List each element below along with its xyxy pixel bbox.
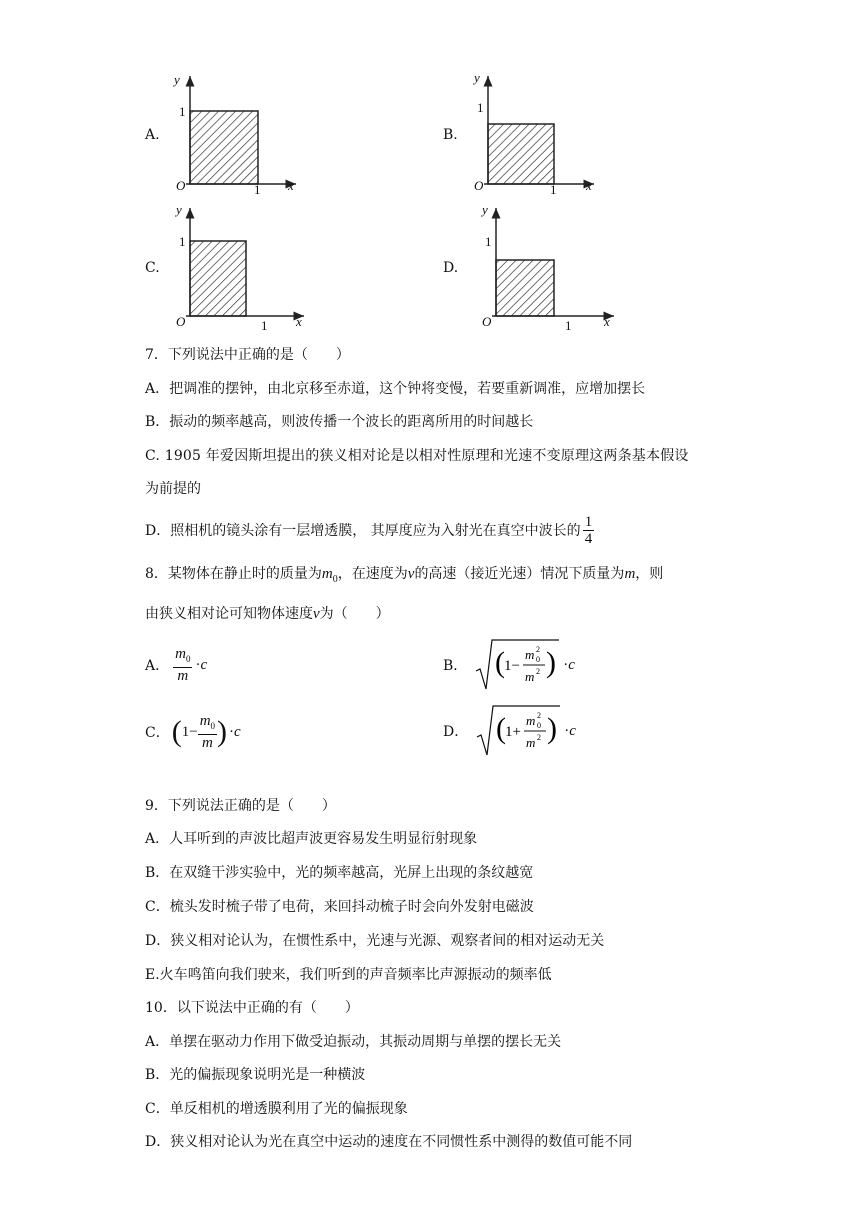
q9-option-a: A．人耳听到的声波比超声波更容易发生明显衍射现象	[145, 831, 478, 847]
q7-option-a: A．把调准的摆钟，由北京移至赤道，这个钟将变慢，若要重新调准，应增加摆长	[145, 381, 646, 397]
q9-option-c: C．梳头发时梳子带了电荷，来回抖动梳子时会向外发射电磁波	[145, 899, 534, 915]
q8-option-d: D． ( 1+ m 2 0 m 2 ) ·c	[443, 702, 576, 760]
q8-stem-line2	[145, 603, 390, 623]
rest-mass-subscript: 0	[332, 573, 338, 585]
origin-label: O	[482, 314, 492, 329]
q7-option-c-line2: 为前提的	[145, 481, 201, 497]
q7-option-d-text: D．照相机的镜头涂有一层增透膜， 其厚度应为入射光在真空中波长的	[145, 523, 581, 539]
velocity-symbol: v	[407, 566, 415, 582]
svg-text:2: 2	[537, 711, 542, 720]
figure-b-label: B.	[443, 127, 458, 143]
y-axis-label: y	[174, 72, 180, 87]
svg-text:1+: 1+	[505, 724, 522, 740]
figure-c-graph	[168, 200, 308, 335]
y-axis-label: y	[176, 202, 182, 217]
formula-b	[473, 637, 561, 693]
q10-option-b: B．光的偏振现象说明光是一种横波	[145, 1067, 366, 1083]
figure-d-label: D.	[443, 260, 459, 276]
origin-label: O	[176, 314, 186, 329]
svg-text:2: 2	[537, 733, 542, 742]
y-axis-label: y	[482, 202, 488, 217]
y-axis-label: y	[474, 70, 480, 85]
svg-text:0: 0	[537, 721, 542, 730]
formula-d	[474, 703, 562, 759]
x-axis-label: x	[586, 178, 592, 193]
fraction-numerator: 1	[584, 513, 593, 530]
q10-option-c: C．单反相机的增透膜利用了光的偏振现象	[145, 1101, 408, 1117]
q8-stem-line1	[145, 563, 663, 585]
q8-option-c-label: C．	[145, 725, 170, 741]
x-axis-label: x	[296, 314, 302, 329]
q7-option-b: B．振动的频率越高，则波传播一个波长的距离所用的时间越长	[145, 414, 534, 430]
q8-option-a: A． $\frac{m_0}{m}$ ·c	[145, 646, 208, 684]
figure-d-graph	[474, 200, 619, 335]
formula-c: $\frac{m_0}{m}$	[199, 713, 216, 751]
q7-option-c-line1: C. 1905 年爱因斯坦提出的狭义相对论是以相对性原理和光速不变原理这两条基本假设	[145, 448, 689, 464]
q10-option-a: A．单摆在驱动力作用下做受迫振动，其振动周期与单摆的摆长无关	[145, 1034, 562, 1050]
mass-symbol: m	[624, 566, 636, 582]
y-tick-one: 1	[477, 100, 484, 115]
fraction-denominator: 4	[584, 530, 593, 547]
svg-text:1−: 1−	[504, 658, 521, 674]
svg-text:): )	[547, 712, 558, 745]
svg-text:0: 0	[536, 655, 541, 664]
fraction-one-quarter	[583, 514, 595, 547]
q7-option-d	[145, 510, 594, 550]
svg-text:(: (	[495, 646, 506, 679]
x-tick-one: 1	[261, 318, 268, 333]
q9-option-b: B．在双缝干涉实验中，光的频率越高，光屏上出现的条纹越宽	[145, 865, 534, 881]
svg-text:): )	[546, 646, 557, 679]
svg-text:m: m	[526, 735, 536, 750]
q8-option-b-label: B．	[443, 658, 468, 674]
q8-stem-part: 由狭义相对论可知物体速度	[145, 606, 313, 622]
x-axis-label: x	[288, 178, 294, 193]
y-tick-one: 1	[179, 104, 186, 119]
figure-c-label: C.	[145, 260, 160, 276]
figure-a-label: A.	[145, 127, 160, 143]
q8-stem-part: ，则	[635, 566, 664, 582]
q10-option-d: D．狭义相对论认为光在真空中运动的速度在不同惯性系中测得的数值可能不同	[145, 1134, 633, 1150]
y-tick-one: 1	[179, 234, 186, 249]
y-tick-one: 1	[485, 234, 492, 249]
x-tick-one: 1	[254, 182, 261, 197]
q8-stem-part: 的高速（接近光速）情况下质量为	[414, 566, 625, 582]
origin-label: O	[176, 178, 186, 193]
figure-a-graph	[168, 68, 308, 198]
x-tick-one: 1	[550, 182, 557, 197]
svg-text:2: 2	[536, 667, 541, 676]
figure-b-graph	[466, 68, 606, 198]
q8-option-c: C． ( 1− $\frac{m_0}{m}$ ) ·c	[145, 713, 241, 751]
q7-stem: 7．下列说法中正确的是（ ）	[145, 347, 350, 363]
origin-label: O	[474, 178, 484, 193]
svg-text:m: m	[525, 647, 535, 662]
q9-option-e: E.火车鸣笛向我们驶来，我们听到的声音频率比声源振动的频率低	[145, 967, 552, 983]
q8-stem-part: 8．某物体在静止时的质量为	[145, 566, 322, 582]
x-axis-label: x	[604, 314, 610, 329]
q8-option-a-label: A．	[145, 658, 170, 674]
q8-stem-part: 为（ ）	[319, 606, 390, 622]
x-tick-one: 1	[565, 318, 572, 333]
q9-stem: 9．下列说法正确的是（ ）	[145, 798, 336, 814]
svg-text:(: (	[496, 712, 507, 745]
q8-option-b: B． ( 1− m 2 0 m 2 ) ·c	[443, 636, 575, 694]
svg-text:m: m	[526, 713, 536, 728]
svg-text:2: 2	[536, 645, 541, 654]
q9-option-d: D．狭义相对论认为，在惯性系中，光速与光源、观察者间的相对运动无关	[145, 933, 605, 949]
formula-a: $\frac{m_0}{m}$	[175, 646, 191, 684]
velocity-symbol: v	[313, 606, 320, 622]
q10-stem: 10．以下说法中正确的有（ ）	[145, 1000, 359, 1016]
rest-mass-symbol: m	[321, 566, 333, 582]
q8-stem-part: ，在速度为	[337, 566, 408, 582]
q8-option-d-label: D．	[443, 724, 469, 740]
svg-text:m: m	[525, 669, 535, 684]
